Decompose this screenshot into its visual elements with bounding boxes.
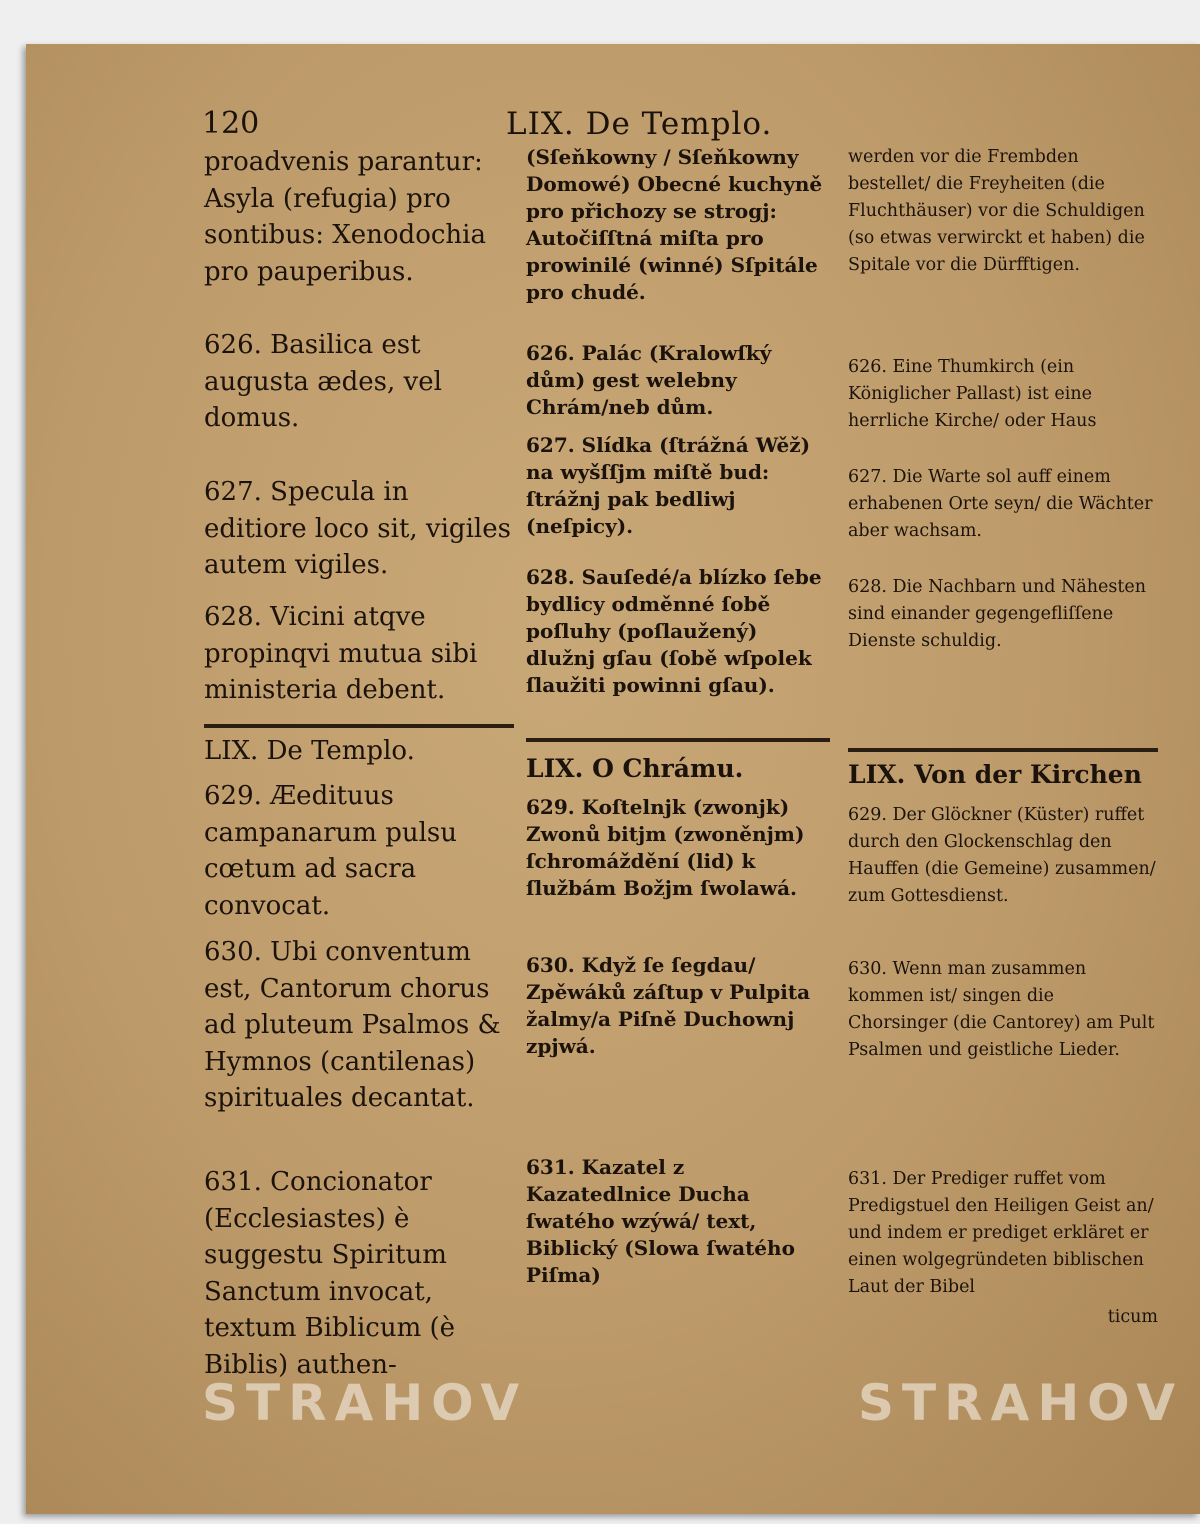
german-paragraph-630: 630. Wenn man zusammen kommen ist/ singen die Chorsinger (die Cantorey) am Pult Psalmen und geistliche Lieder.	[848, 959, 1155, 1060]
czech-paragraph-630: 630. Když ſe ſegdau/ Zpěwáků záſtup v Pulpita žalmy/a Piſně Duchownj zpjwá.	[526, 953, 811, 1058]
german-paragraph-intro: werden vor die Frembden bestellet/ die Freyheiten (die Fluchthäuser) vor die Schuldigen (so etwas verwirckt et haben) die Spitale vor die Dürfftigen.	[848, 147, 1145, 275]
strahov-watermark-right: STRAHOV	[858, 1374, 1184, 1432]
latin-paragraph-intro: proadvenis parantur: Asyla (refugia) pro sontibus: Xenodochia pro pauperibus.	[204, 147, 486, 287]
czech-paragraph-628: 628. Sauſedé/a blízko ſebe bydlicy odměnné ſobě poſluhy (poſlaužený) dlužnj gſau (ſobě wſpolek ſlaužiti powinni gſau).	[526, 565, 822, 697]
german-paragraph-629: 629. Der Glöckner (Küster) ruffet durch den Glockenschlag den Hauffen (die Gemeine) zusammen/ zum Gottesdienst.	[848, 805, 1156, 906]
section-divider	[848, 748, 1158, 752]
czech-paragraph-626: 626. Palác (Kralowſký dům) gest welebny Chrám/neb dům.	[526, 341, 772, 419]
german-catchword: ticum	[1107, 1307, 1158, 1327]
czech-paragraph-629: 629. Koſtelnjk (zwonjk) Zwonů bitjm (zwoněnjm) ſchromáždění (lid) k ſlužbám Božjm ſwolawá.	[526, 795, 805, 900]
czech-paragraph-627: 627. Slídka (ſtrážná Wěž) na wyšſſjm miſtě bud: ſtrážnj pak bedliwj (neſpicy).	[526, 433, 811, 538]
latin-paragraph-627: 627. Specula in editiore loco sit, vigiles autem vigiles.	[204, 477, 511, 580]
latin-paragraph-628: 628. Vicini atqve propinqvi mutua sibi ministeria debent.	[204, 602, 478, 705]
latin-paragraph-626: 626. Basilica est augusta ædes, vel domus.	[204, 330, 442, 433]
german-paragraph-631: 631. Der Prediger ruffet vom Predigstuel den Heiligen Geist an/ und indem er prediget erkläret er einen wolgegründeten biblischen Laut der Bibel	[848, 1169, 1154, 1297]
running-title: LIX. De Templo.	[506, 106, 773, 142]
czech-paragraph-intro: (Sſeňkowny / Sſeňkowny Domowé) Obecné kuchyně pro přichozy se strogj: Autočiſſtná miſta pro prowinilé (winné) Sſpitále pro chudé.	[526, 145, 823, 304]
latin-paragraph-629: 629. Æedituus campanarum pulsu cœtum ad sacra convocat.	[204, 781, 457, 921]
page-header	[26, 106, 1200, 146]
german-paragraph-627: 627. Die Warte sol auff einem erhabenen Orte seyn/ die Wächter aber wachsam.	[848, 467, 1153, 541]
german-section-title: LIX. Von der Kirchen	[848, 760, 1142, 789]
czech-paragraph-631: 631. Kazatel z Kazatedlnice Ducha ſwatého wzýwá/ text, Biblický (Slowa ſwatého Piſma)	[526, 1155, 795, 1287]
section-divider	[526, 738, 830, 742]
page-number: 120	[202, 106, 260, 141]
latin-section-title: LIX. De Templo.	[204, 736, 415, 766]
strahov-watermark-left: STRAHOV	[202, 1374, 528, 1432]
german-paragraph-628: 628. Die Nachbarn und Nähesten sind einander gegengefliſſene Dienste schuldig.	[848, 577, 1147, 651]
book-page	[26, 44, 1200, 1514]
latin-paragraph-631: 631. Concionator (Ecclesiastes) è suggestu Spiritum Sanctum invocat, textum Biblicum (è Biblis) authen-	[204, 1167, 456, 1380]
section-divider	[204, 724, 514, 728]
german-paragraph-626: 626. Eine Thumkirch (ein Königlicher Pallast) ist eine herrliche Kirche/ oder Haus	[848, 357, 1097, 431]
latin-paragraph-630: 630. Ubi conventum est, Cantorum chorus ad pluteum Psalmos & Hymnos (cantilenas) spirituales decantat.	[204, 937, 501, 1113]
czech-section-title: LIX. O Chrámu.	[526, 754, 744, 783]
